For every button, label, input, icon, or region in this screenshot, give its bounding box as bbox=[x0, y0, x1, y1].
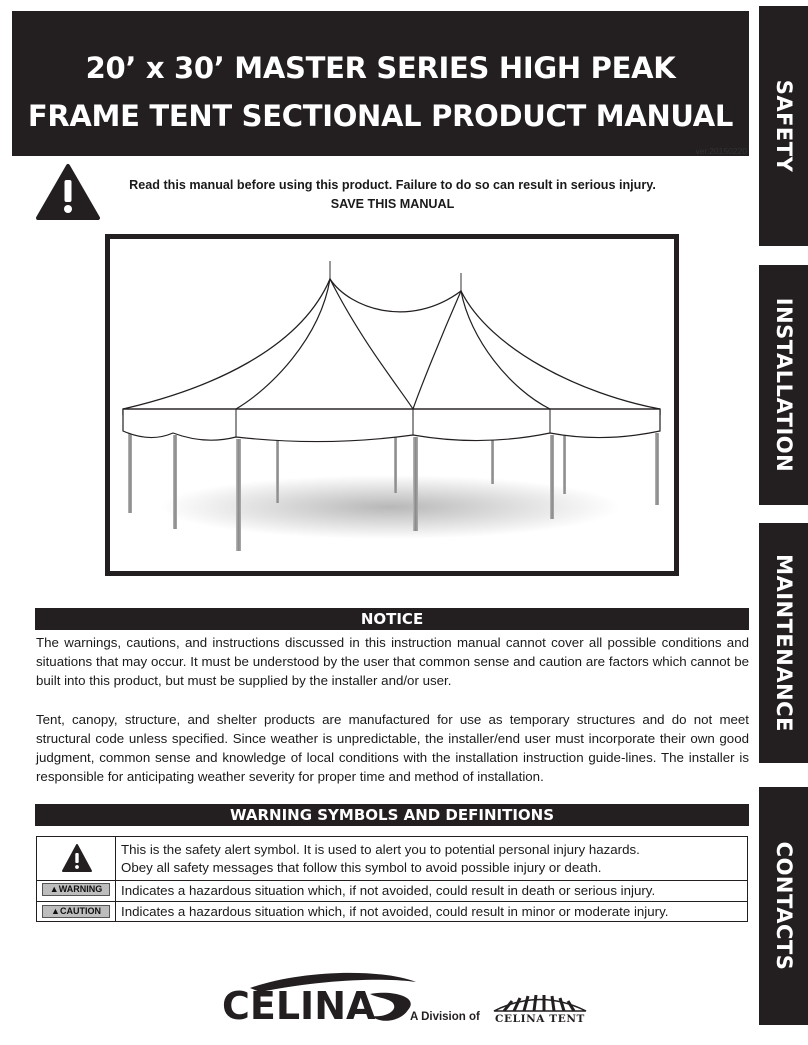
tent-illustration bbox=[110, 239, 674, 571]
intro-line-1: Read this manual before using this product. Failure to do so can result in serious injury. bbox=[129, 178, 656, 192]
tab-label: INSTALLATION bbox=[771, 297, 796, 473]
alert-text-line-2: Obey all safety messages that follow this symbol to avoid possible injury or death. bbox=[121, 860, 602, 875]
tent-illustration-frame bbox=[105, 234, 679, 576]
celina-tent-brand: CELINA TENT bbox=[495, 1013, 585, 1025]
notice-heading: NOTICE bbox=[35, 608, 749, 630]
caution-badge: ▲CAUTION bbox=[42, 905, 110, 918]
notice-paragraph-2: Tent, canopy, structure, and shelter products are manufactured for use as temporary structures and do not meet structural code unless specified. Since weather is unpredictable, the installer/end user must incorporate their own good judgment, common sense and knowledge of local conditions with the installation instruction guide-lines. The installer is responsible for anticipating weather severity for proper time and method of installation. bbox=[36, 712, 749, 784]
safety-alert-icon bbox=[61, 843, 93, 873]
title-line-1: 20’ x 30’ MASTER SERIES HIGH PEAK bbox=[85, 51, 676, 85]
footer-logos bbox=[220, 970, 600, 1030]
warning-badge: ▲WARNING bbox=[42, 883, 110, 896]
tab-label: CONTACTS bbox=[771, 841, 796, 971]
warning-symbols-table bbox=[36, 836, 748, 922]
tab-label: SAFETY bbox=[771, 79, 796, 173]
tab-label: MAINTENANCE bbox=[771, 554, 796, 732]
warning-triangle-icon bbox=[35, 163, 101, 221]
warning-definition: Indicates a hazardous situation which, if not avoided, could result in death or serious injury. bbox=[121, 883, 656, 898]
intro-line-2: SAVE THIS MANUAL bbox=[330, 197, 455, 211]
tab-contacts[interactable] bbox=[759, 787, 808, 1025]
division-text: A Division of bbox=[410, 1011, 480, 1023]
tab-installation[interactable] bbox=[759, 265, 808, 505]
warning-symbols-heading: WARNING SYMBOLS AND DEFINITIONS bbox=[35, 804, 749, 826]
tab-maintenance[interactable] bbox=[759, 523, 808, 763]
caution-definition: Indicates a hazardous situation which, if not avoided, could result in minor or moderate injury. bbox=[121, 904, 669, 919]
version-label: ver.20150220 bbox=[695, 146, 747, 156]
tent-stripes-logo bbox=[492, 992, 588, 1012]
celina-brand: CELINA bbox=[222, 984, 376, 1028]
title-block bbox=[12, 11, 749, 156]
notice-paragraph-1: The warnings, cautions, and instructions discussed in this instruction manual cannot cover all possible conditions and situations that may occur. It must be understood by the user that common sense and caution are factors which cannot be built into this product, but must be supplied by the installer and/or user. bbox=[36, 635, 749, 688]
title-line-2: FRAME TENT SECTIONAL PRODUCT MANUAL bbox=[27, 99, 734, 133]
tab-safety[interactable] bbox=[759, 6, 808, 246]
alert-text-line-1: This is the safety alert symbol. It is used to alert you to potential personal injury hazards. bbox=[121, 842, 640, 857]
intro-text bbox=[100, 176, 685, 214]
